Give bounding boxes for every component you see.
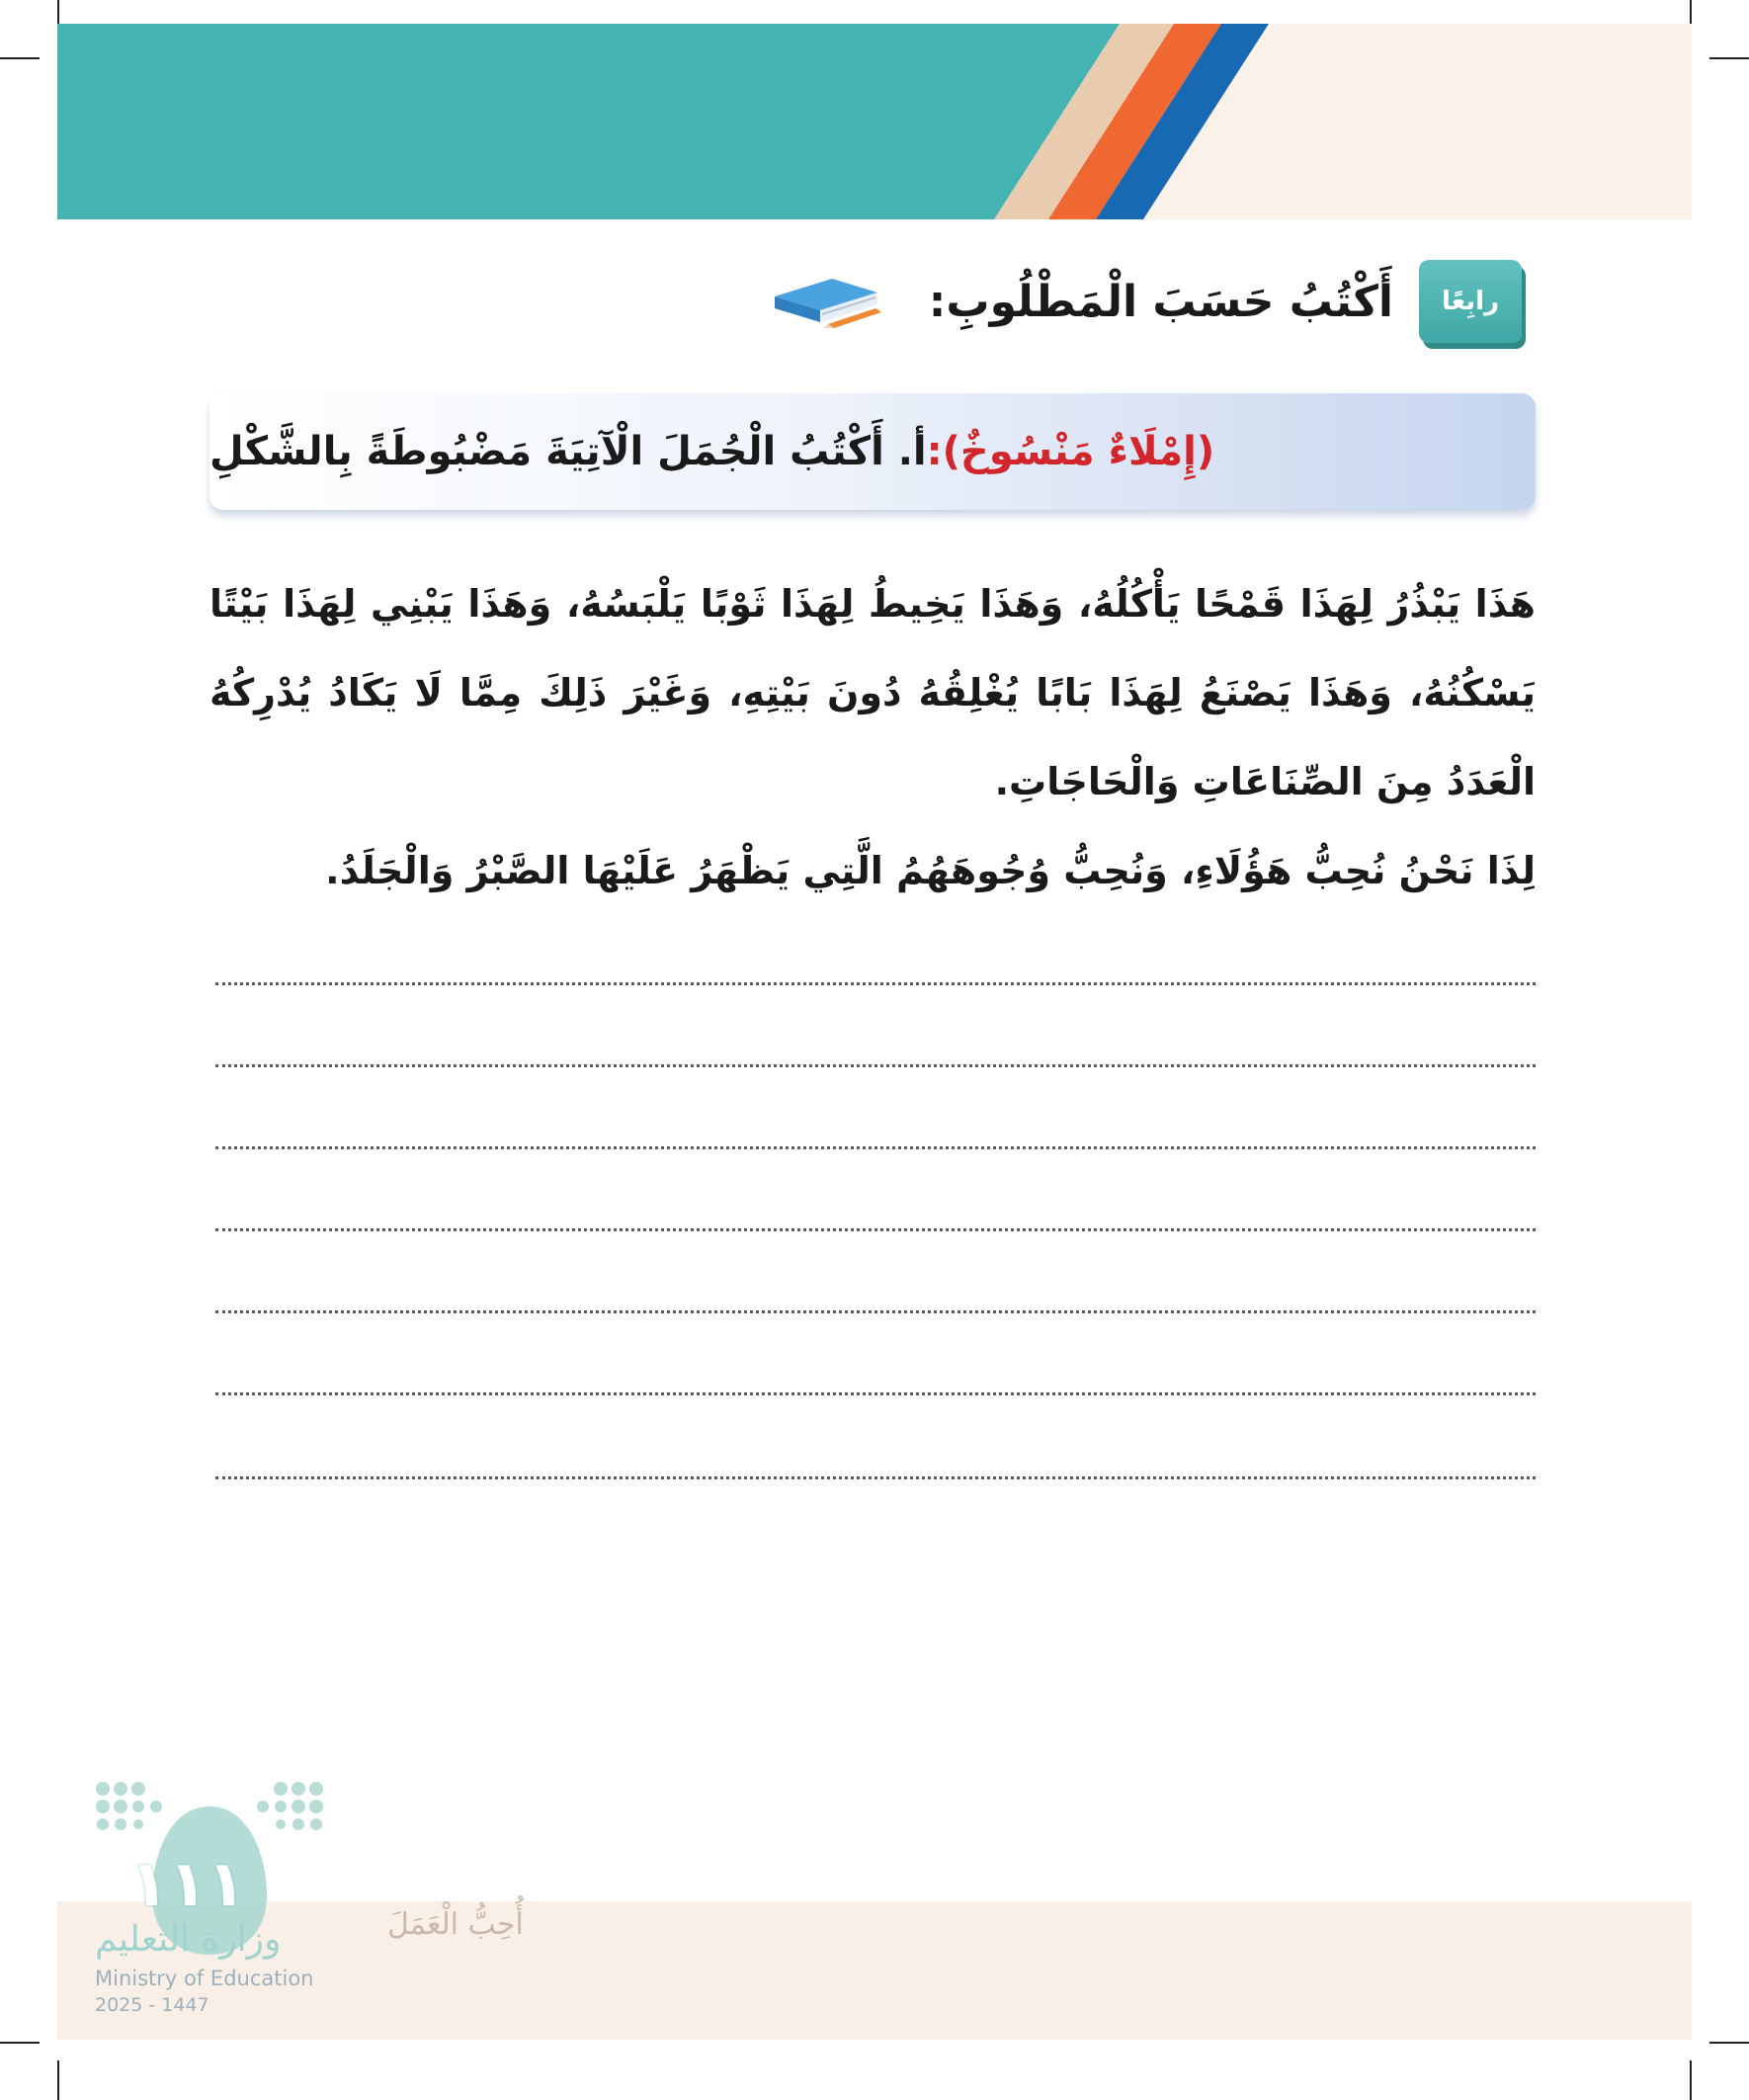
dictation-passage <box>209 559 1536 915</box>
writing-line[interactable] <box>215 1228 1536 1231</box>
footer-lesson-title: أُحِبُّ الْعَمَلَ <box>387 1907 524 1942</box>
section-title: أَكْتُبُ حَسَبَ الْمَطْلُوبِ: <box>928 276 1393 327</box>
book-pencil-icon <box>767 271 885 332</box>
page-number: ١١١ <box>129 1848 246 1921</box>
passage-paragraph: لِذَا نَحْنُ نُحِبُّ هَؤُلَاءِ، وَنُحِبُّ وُجُوهَهُمُ الَّتِي يَظْهَرُ عَلَيْهَا الصَّبْرُ وَالْجَلَدُ. <box>325 849 1536 892</box>
crop-mark <box>0 57 40 59</box>
question-text: أ. أَكْتُبُ الْجُمَلَ الْآتِيَةَ مَضْبُوطَةً بِالشَّكْلِ <box>209 429 927 474</box>
crop-mark <box>1709 57 1749 59</box>
section-heading <box>767 259 1522 344</box>
writing-line[interactable] <box>215 1146 1536 1149</box>
writing-line[interactable] <box>215 1064 1536 1067</box>
crop-mark <box>0 2042 40 2044</box>
question-parenthetical: (إِمْلَاءٌ مَنْسُوخٌ): <box>926 429 1215 474</box>
crop-mark <box>57 2060 59 2100</box>
question-instruction <box>209 393 1536 510</box>
section-badge: رابِعًا <box>1419 260 1522 343</box>
ministry-name-english: Ministry of Education <box>95 1967 314 1990</box>
edition-year: 2025 - 1447 <box>95 1994 209 2016</box>
writing-line[interactable] <box>215 1310 1536 1313</box>
crop-mark <box>1709 2042 1749 2044</box>
ministry-name-arabic: وزارة التعليم <box>95 1919 282 1960</box>
writing-line[interactable] <box>215 982 1536 985</box>
writing-line[interactable] <box>215 1392 1536 1395</box>
header-banner <box>57 24 1692 219</box>
crop-mark <box>1690 2060 1692 2100</box>
writing-line[interactable] <box>215 1476 1536 1479</box>
passage-paragraph: هَذَا يَبْذُرُ لِهَذَا قَمْحًا يَأْكُلُهُ، وَهَذَا يَخِيطُ لِهَذَا ثَوْبًا يَلْبَسُهُ، وَهَذَا يَبْنِي لِهَذَا بَيْتًا يَسْكُنُهُ، وَهَذَا يَصْنَعُ لِهَذَا بَابًا يُغْلِقُهُ دُونَ بَيْتِهِ، وَغَيْرَ ذَلِكَ مِمَّا لَا يَكَادُ يُدْرِكُهُ الْعَدَدُ مِنَ الصِّنَاعَاتِ وَالْحَاجَاتِ. <box>209 582 1536 803</box>
